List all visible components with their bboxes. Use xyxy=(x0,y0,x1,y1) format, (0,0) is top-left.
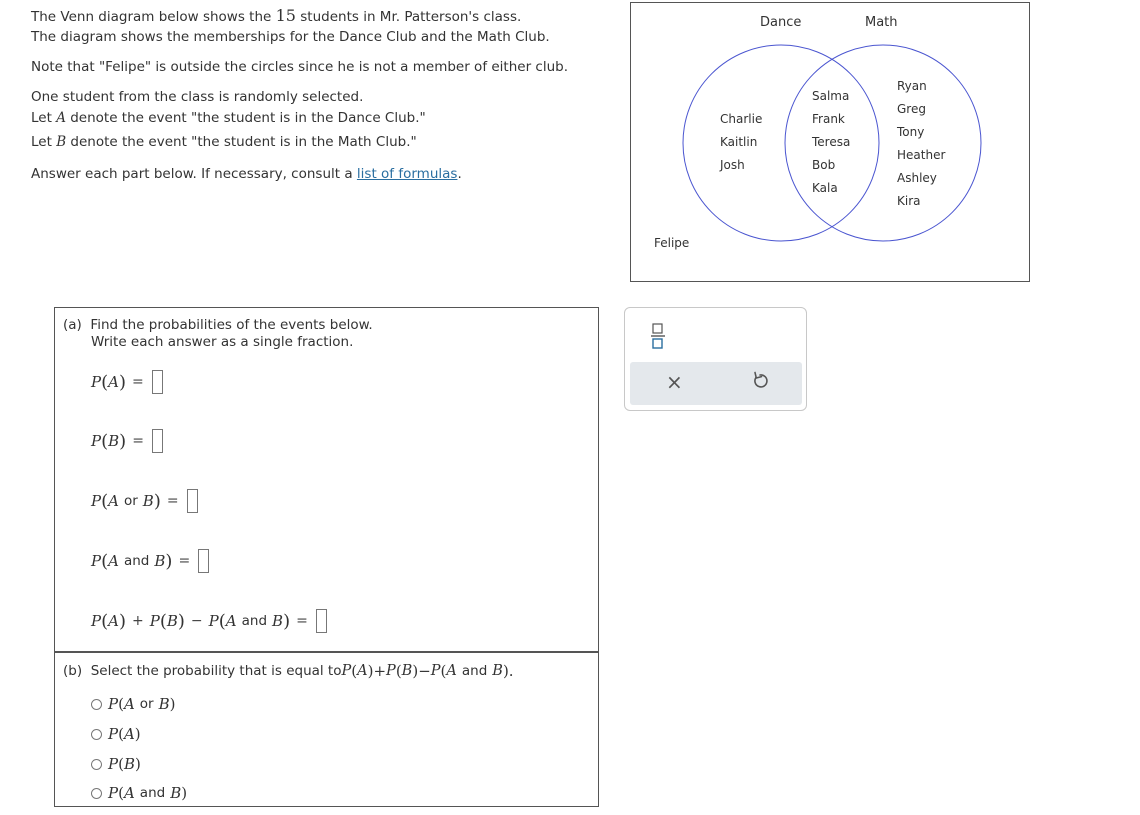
venn-name: Felipe xyxy=(654,236,690,250)
venn-name: Salma xyxy=(812,89,850,103)
venn-name: Greg xyxy=(897,102,926,116)
fraction-icon[interactable] xyxy=(651,322,665,350)
intro-line-diagram: The diagram shows the memberships for the Dance Club and the Math Club. xyxy=(31,29,550,45)
radio-button[interactable] xyxy=(91,699,102,710)
radio-button[interactable] xyxy=(91,788,102,799)
part-b-panel xyxy=(54,652,599,807)
option-p-a-and-b[interactable]: P ( A and B ) xyxy=(91,784,187,802)
intro-line-event-a: Let A denote the event "the student is in the Dance Club." xyxy=(31,110,426,126)
venn-name: Charlie xyxy=(720,112,763,126)
venn-name: Ashley xyxy=(897,171,937,185)
toolbar-action-bar xyxy=(630,362,802,405)
intro-line-students: The Venn diagram below shows the 15 students in Mr. Patterson's class. xyxy=(31,6,522,25)
prob-a-and-b-answer-input[interactable] xyxy=(198,549,209,573)
venn-name: Teresa xyxy=(812,135,851,149)
venn-name: Bob xyxy=(812,158,836,172)
prob-b-answer-input[interactable] xyxy=(152,429,163,453)
venn-name: Ryan xyxy=(897,79,927,93)
answer-toolbar xyxy=(624,307,807,411)
addition-rule-row: P ( A ) + P ( B ) − P ( A and B ) = xyxy=(91,609,327,633)
intro-text xyxy=(31,6,611,184)
option-p-b[interactable]: P ( B ) xyxy=(91,755,141,773)
prob-a-or-b-answer-input[interactable] xyxy=(187,489,198,513)
radio-button[interactable] xyxy=(91,729,102,740)
venn-name: Tony xyxy=(897,125,925,139)
prob-b-row: P ( B ) = xyxy=(91,429,163,453)
venn-name: Heather xyxy=(897,148,946,162)
part-a-panel xyxy=(54,307,599,652)
venn-name: Josh xyxy=(720,158,745,172)
formulas-link[interactable]: list of formulas xyxy=(356,166,458,182)
intro-line-event-b: Let B denote the event "the student is in the Math Club." xyxy=(31,134,417,150)
venn-name: Kala xyxy=(812,181,838,195)
math-label: Math xyxy=(865,15,898,30)
addition-rule-answer-input[interactable] xyxy=(316,609,327,633)
part-a-instruction: Find the probabilities of the events below. xyxy=(90,317,373,333)
part-a-header xyxy=(63,317,373,351)
intro-line-felipe-note: Note that "Felipe" is outside the circles since he is not a member of either club. xyxy=(31,59,569,75)
venn-diagram xyxy=(630,2,1030,282)
intro-line-selection: One student from the class is randomly selected. xyxy=(31,89,364,105)
prob-a-row: P ( A ) = xyxy=(91,370,163,394)
option-p-a[interactable]: P ( A ) xyxy=(91,725,141,743)
student-count: 15 xyxy=(275,6,296,25)
dance-label: Dance xyxy=(760,15,802,30)
venn-name: Frank xyxy=(812,112,845,126)
radio-button[interactable] xyxy=(91,759,102,770)
undo-icon[interactable] xyxy=(748,369,772,393)
part-a-tag: (a) xyxy=(63,317,82,333)
venn-name: Kira xyxy=(897,194,921,208)
part-a-instruction-2: Write each answer as a single fraction. xyxy=(91,334,354,350)
prob-a-and-b-row: P ( A and B ) = xyxy=(91,549,209,573)
venn-name: Kaitlin xyxy=(720,135,758,149)
part-b-question: (b) Select the probability that is equal to P ( A ) + P ( B ) − P ( A and B ). xyxy=(63,662,514,680)
prob-a-or-b-row: P ( A or B ) = xyxy=(91,489,198,513)
clear-button[interactable]: × xyxy=(666,370,683,394)
prob-a-answer-input[interactable] xyxy=(152,370,163,394)
option-p-a-or-b[interactable]: P ( A or B ) xyxy=(91,695,176,713)
intro-line-answer: Answer each part below. If necessary, consult a list of formulas. xyxy=(31,166,462,182)
